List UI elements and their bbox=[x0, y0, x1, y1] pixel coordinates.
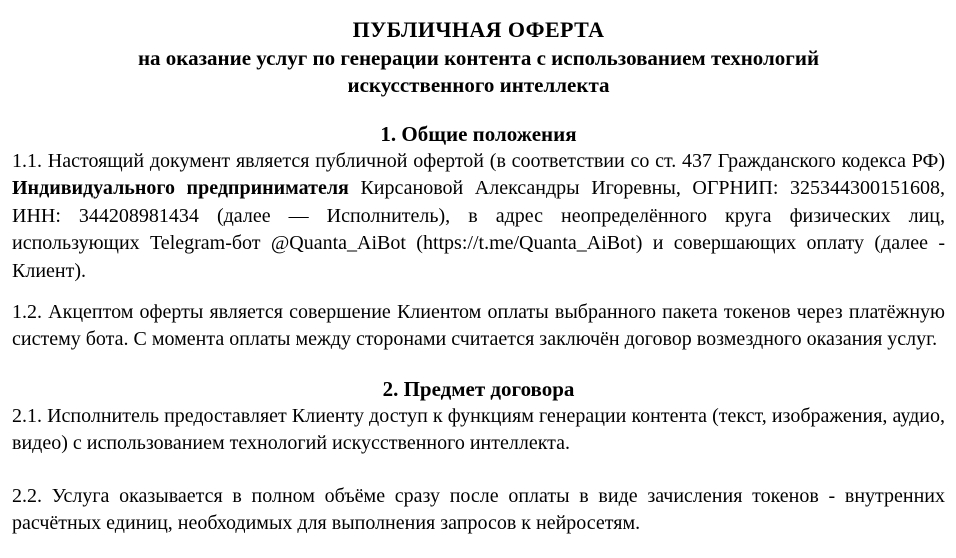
section-1-heading: 1. Общие положения bbox=[380, 122, 577, 146]
paragraph-1-1-bold-run: Индивидуального предпринимателя bbox=[12, 177, 349, 200]
paragraph-2-2: 2.2. Услуга оказывается в полном объёме сразу после оплаты в виде зачисления токенов - внутренних расчётных единиц, необходимых для выполнения запросов к нейросетям. bbox=[12, 484, 945, 535]
document-title: ПУБЛИЧНАЯ ОФЕРТА bbox=[352, 17, 605, 42]
document-subtitle: на оказание услуг по генерации контента с использованием технологий искусственного интеллекта bbox=[137, 46, 820, 97]
paragraph-1-2: 1.2. Акцептом оферты является совершение Клиентом оплаты выбранного пакета токенов через платёжную систему бота. С момента оплаты между сторонами считается заключён договор возмездного оказания услуг. bbox=[12, 301, 945, 351]
paragraph-1-1-text-before: 1.1. Настоящий документ является публичной офертой (в соответствии со ст. 437 Гражданского кодекса РФ) bbox=[12, 150, 945, 172]
paragraph-2-1: 2.1. Исполнитель предоставляет Клиенту доступ к функциям генерации контента (текст, изображения, аудио, видео) с использованием технологий искусственного интеллекта. bbox=[12, 404, 945, 455]
paragraph-1-1 bbox=[12, 148, 945, 285]
section-2-heading: 2. Предмет договора bbox=[382, 376, 575, 401]
paragraph-1-1-text-after: Кирсановой Александры Игоревны, ОГРНИП: 325344300151608, ИНН: 344208981434 (далее — Исполнитель), в адрес неопределённого круга физических лиц, использующих Telegram-бот @Quanta_AiBot (https://t.me/Quanta_AiBot) и совершающих оплату (далее - Клиент). bbox=[12, 177, 945, 282]
